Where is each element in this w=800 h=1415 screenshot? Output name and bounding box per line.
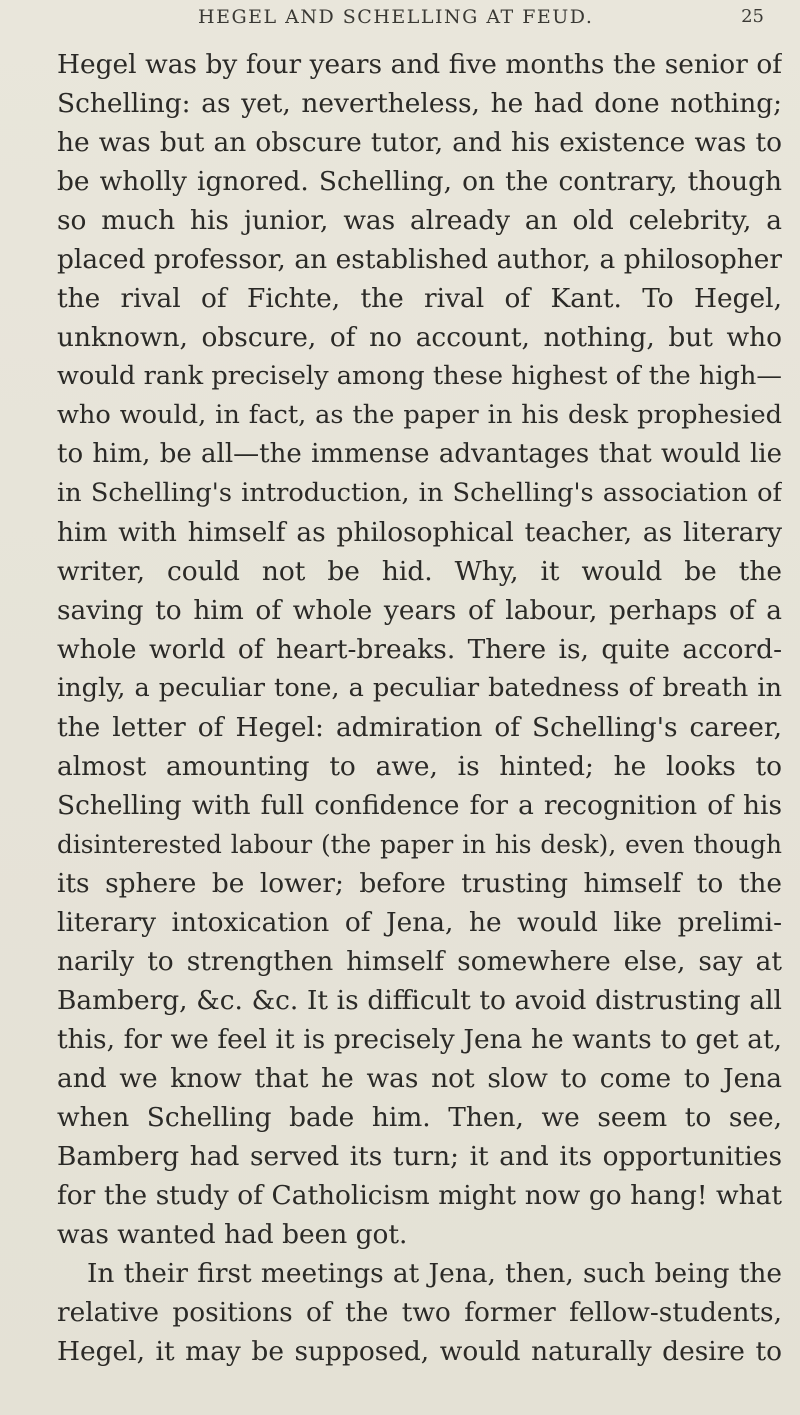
text-line: Hegel was by four years and five months the senior of (57, 49, 782, 80)
page-number: 25 (741, 6, 764, 27)
text-line: so much his junior, was already an old celebrity, a (57, 205, 782, 236)
text-line: when Schelling bade him. Then, we seem to see, (57, 1102, 782, 1133)
paragraph-end-line: was wanted had been got. (57, 1219, 408, 1250)
text-line: ingly, a peculiar tone, a peculiar batedness of breath in (57, 673, 782, 703)
running-head (0, 6, 800, 34)
text-line: unknown, obscure, of no account, nothing, but who (57, 322, 782, 353)
text-line: Bamberg, &c. &c. It is difficult to avoid distrusting all (57, 985, 782, 1016)
text-line: be wholly ignored. Schelling, on the contrary, though (57, 166, 782, 197)
text-line: whole world of heart-breaks. There is, quite accord- (57, 634, 782, 665)
text-line: who would, in fact, as the paper in his desk prophesied (57, 400, 782, 430)
text-line: he was but an obscure tutor, and his existence was to (57, 127, 782, 158)
text-line: almost amounting to awe, is hinted; he looks to (57, 751, 782, 782)
text-line: him with himself as philosophical teacher, as literary (57, 517, 782, 548)
text-line: Schelling with full confidence for a recognition of his (57, 790, 782, 821)
text-line: and we know that he was not slow to come to Jena (57, 1063, 782, 1094)
text-line: literary intoxication of Jena, he would like prelimi- (57, 907, 782, 938)
text-line: would rank precisely among these highest of the high— (57, 361, 782, 391)
text-line: Hegel, it may be supposed, would naturally desire to (57, 1336, 782, 1367)
paragraph-start-line: In their first meetings at Jena, then, such being the (87, 1258, 782, 1289)
text-line: saving to him of whole years of labour, perhaps of a (57, 595, 782, 626)
text-line: narily to strengthen himself somewhere else, say at (57, 946, 782, 977)
text-line: writer, could not be hid. Why, it would be the (57, 556, 782, 587)
body-text (57, 45, 782, 1371)
text-line: this, for we feel it is precisely Jena he wants to get at, (57, 1024, 782, 1055)
text-line: Bamberg had served its turn; it and its opportunities (57, 1141, 782, 1172)
text-line: Schelling: as yet, nevertheless, he had done nothing; (57, 88, 782, 119)
text-line: disinterested labour (the paper in his desk), even though (57, 830, 782, 859)
text-line: the rival of Fichte, the rival of Kant. To Hegel, (57, 283, 782, 314)
text-line: for the study of Catholicism might now go hang! what (57, 1180, 782, 1211)
text-line: to him, be all—the immense advantages that would lie (57, 439, 782, 469)
text-line: placed professor, an established author, a philosopher (57, 244, 782, 275)
text-line: relative positions of the two former fellow-students, (57, 1297, 782, 1328)
text-line: its sphere be lower; before trusting himself to the (57, 868, 782, 899)
text-line: the letter of Hegel: admiration of Schelling's career, (57, 712, 782, 743)
running-title: HEGEL AND SCHELLING AT FEUD. (198, 6, 594, 28)
text-line: in Schelling's introduction, in Schelling's association of (57, 478, 782, 508)
